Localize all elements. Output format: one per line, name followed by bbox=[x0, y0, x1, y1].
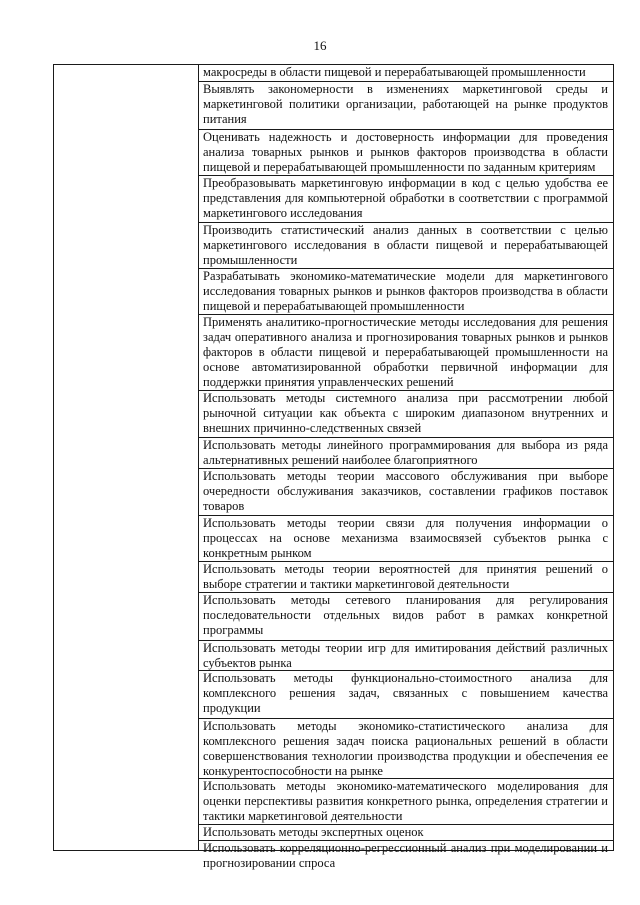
table-row: Использовать методы экономико-математического моделирования для оценки перспективы развития конкретного рынка, определения стратегии и тактики маркетинговой деятельности bbox=[199, 779, 613, 825]
table-row: Использовать методы линейного программирования для выбора из ряда альтернативных решений наиболее благоприятного bbox=[199, 438, 613, 469]
table-row: Производить статистический анализ данных в соответствии с целью маркетингового исследования в области пищевой и перерабатывающей промышленности bbox=[199, 223, 613, 269]
skills-table bbox=[53, 64, 614, 870]
table-row: Использовать методы сетевого планирования для регулирования последовательности отдельных видов работ в рамках конкретной программы bbox=[199, 593, 613, 641]
table-row: макросреды в области пищевой и перерабатывающей промышленности bbox=[199, 65, 613, 82]
table-row: Использовать методы экономико-статистического анализа для комплексного решения задач поиска рациональных решений в области совершенствования технологии производства продукции и обеспечения ее конкурентоспособности на рынке bbox=[199, 719, 613, 779]
table-row: Применять аналитико-прогностические методы исследования для решения задач оперативного анализа и прогнозирования товарных рынков и рынков факторов в области пищевой и перерабатывающей промышленности на основе автоматизированной обработки первичной информации для поддержки принятия управленческих решений bbox=[199, 315, 613, 391]
table-row: Использовать методы системного анализа при рассмотрении любой рыночной ситуации как объекта с широким диапазоном внутренних и внешних причинно-следственных связей bbox=[199, 391, 613, 438]
table-row: Выявлять закономерности в изменениях маркетинговой среды и маркетинговой политики организации, работающей на рынке продуктов питания bbox=[199, 82, 613, 130]
table-row: Использовать методы теории массового обслуживания при выборе очередности обслуживания заказчиков, составлении графиков поставок товаров bbox=[199, 469, 613, 516]
table-row: Оценивать надежность и достоверность информации для проведения анализа товарных рынков и рынков факторов производства в области пищевой и перерабатывающей промышленности по заданным критериям bbox=[199, 130, 613, 176]
page-number: 16 bbox=[313, 38, 327, 53]
table-row: Использовать методы экспертных оценок bbox=[199, 825, 613, 841]
table-row: Преобразовывать маркетинговую информации в код с целью удобства ее представления для компьютерной обработки в соответствии с программой маркетингового исследования bbox=[199, 176, 613, 223]
skills-column bbox=[199, 65, 613, 870]
table-row: Разрабатывать экономико-математические модели для маркетингового исследования товарных рынков и рынков факторов производства в области пищевой и перерабатывающей промышленности bbox=[199, 269, 613, 315]
table-row: Использовать методы функционально-стоимостного анализа для комплексного решения задач, связанных с повышением качества продукции bbox=[199, 671, 613, 719]
table-row: Использовать методы теории связи для получения информации о процессах на основе механизма взаимосвязей субъектов рынка с конкретным рынком bbox=[199, 516, 613, 562]
table-row: Использовать корреляционно-регрессионный анализ при моделировании и прогнозировании спроса bbox=[203, 841, 608, 870]
table-row: Использовать методы теории вероятностей для принятия решений о выборе стратегии и тактики маркетинговой деятельности bbox=[199, 562, 613, 593]
table-row: Использовать методы теории игр для имитирования действий различных субъектов рынка bbox=[199, 641, 613, 671]
